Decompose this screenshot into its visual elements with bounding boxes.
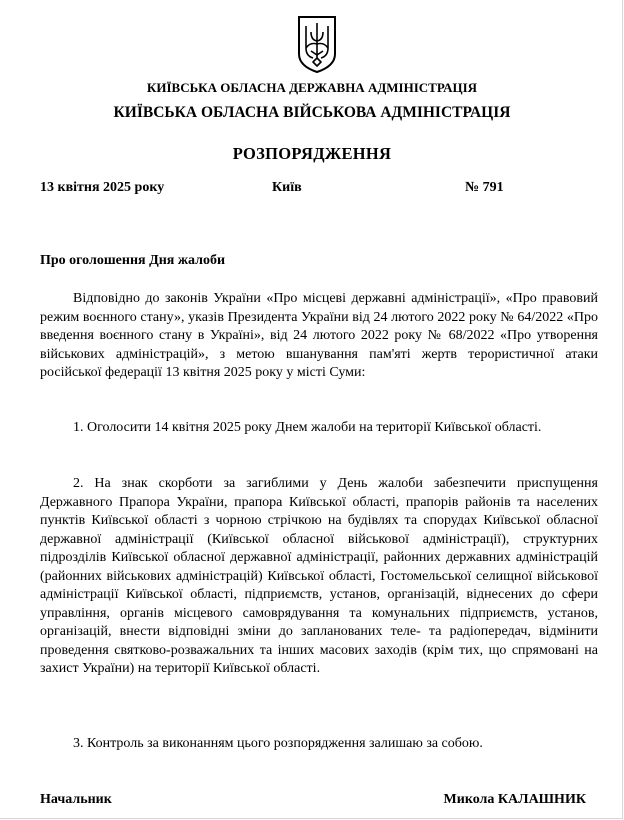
order-item-3: 3. Контроль за виконанням цього розпорядження залишаю за собою. — [73, 736, 483, 751]
org-name-military-administration: КИЇВСЬКА ОБЛАСНА ВІЙСЬКОВА АДМІНІСТРАЦІЯ — [113, 104, 511, 121]
signature-name: Микола КАЛАШНИК — [443, 792, 586, 807]
preamble-paragraph: Відповідно до законів України «Про місцеві державні адміністрації», «Про правовий режим воєнного стану», указів Президента України від 24 лютого 2022 року № 64/2022 «Про введення воєнного стану в Україні», від 24 лютого 2022 року № 68/2022 «Про утворення військових адміністрацій», з метою вшанування пам'яті жертв терористичної атаки російської федерації 13 квітня 2025 року у місті Суми: — [40, 291, 598, 380]
document-city: Київ — [272, 180, 302, 195]
order-item-2: 2. На знак скорботи за загиблими у День жалоби забезпечити приспущення Державного Прапора України, прапора Київської області, прапорів районів та населених пунктів Київської області з чорною стрічкою на будівлях та спорудах Київської обласної державної адміністрації (Київської обласної військової адміністрації), структурних підрозділів Київської обласної державної адміністрації, районних державних адміністрацій (районних військових адміністрацій) Київської області, Гостомельської селищної військової адміністрації Київської області, підприємств, установ, організацій, віднесених до сфери управління, органів місцевого самоврядування та комунальних підприємств, установ, організацій, внести відповідні зміни до запланованих теле- та радіопередач, відмінити проведення святково-розважальних та інших масових заходів (крім тих, що спрямовані на захист України) на території Київської області. — [40, 476, 598, 676]
tryzub-coat-of-arms-icon — [296, 14, 338, 74]
document-type-title: РОЗПОРЯДЖЕННЯ — [232, 144, 392, 163]
document-subject: Про оголошення Дня жалоби — [40, 253, 226, 268]
signature-position: Начальник — [40, 792, 112, 807]
order-item-1: 1. Оголосити 14 квітня 2025 року Днем жалоби на території Київської області. — [73, 420, 542, 435]
org-name-state-administration: КИЇВСЬКА ОБЛАСНА ДЕРЖАВНА АДМІНІСТРАЦІЯ — [146, 80, 478, 95]
document-date: 13 квітня 2025 року — [40, 180, 165, 195]
document-number: № 791 — [465, 180, 504, 195]
